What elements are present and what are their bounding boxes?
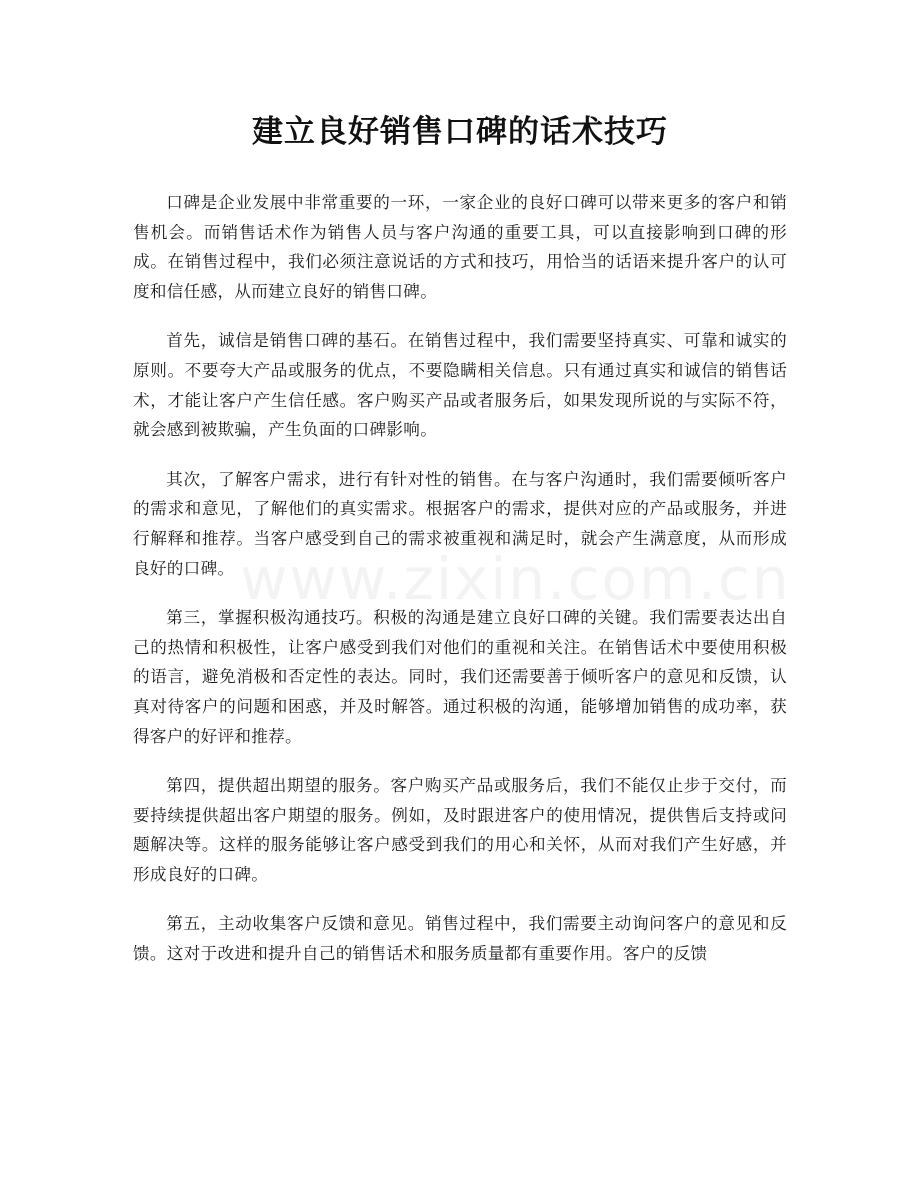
- paragraph-customer-needs: 其次，了解客户需求，进行有针对性的销售。在与客户沟通时，我们需要倾听客户的需求和意见，了解他们的真实需求。根据客户的需求，提供对应的产品或服务，并进行解释和推荐。当客户感受到自己的需求被重视和满足时，就会产生满意度，从而形成良好的口碑。: [133, 469, 787, 578]
- watermark: www.zixin.com.cn: [240, 545, 791, 613]
- paragraph-communication: 第三，掌握积极沟通技巧。积极的沟通是建立良好口碑的关键。我们需要表达出自己的热情和积极性，让客户感受到我们对他们的重视和关注。在销售话术中要使用积极的语言，避免消极和否定性的表达。同时，我们还需要善于倾听客户的意见和反馈，认真对待客户的问题和困惑，并及时解答。通过积极的沟通，能够增加销售的成功率，获得客户的好评和推荐。: [133, 608, 787, 746]
- paragraph-service: 第四，提供超出期望的服务。客户购买产品或服务后，我们不能仅止步于交付，而要持续提供超出客户期望的服务。例如，及时跟进客户的使用情况，提供售后支持或问题解决等。这样的服务能够让客户感受到我们的用心和关怀，从而对我们产生好感，并形成良好的口碑。: [133, 776, 787, 884]
- paragraph-feedback: 第五，主动收集客户反馈和意见。销售过程中，我们需要主动询问客户的意见和反馈。这对于改进和提升自己的销售话术和服务质量都有重要作用。客户的反馈: [133, 914, 787, 964]
- paragraph-honesty: 首先，诚信是销售口碑的基石。在销售过程中，我们需要坚持真实、可靠和诚实的原则。不要夸大产品或服务的优点，不要隐瞒相关信息。只有通过真实和诚信的销售话术，才能让客户产生信任感。客户购买产品或者服务后，如果发现所说的与实际不符，就会感到被欺骗，产生负面的口碑影响。: [133, 331, 787, 440]
- paragraph-intro: 口碑是企业发展中非常重要的一环，一家企业的良好口碑可以带来更多的客户和销售机会。而销售话术作为销售人员与客户沟通的重要工具，可以直接影响到口碑的形成。在销售过程中，我们必须注意说话的方式和技巧，用恰当的话语来提升客户的认可度和信任感，从而建立良好的销售口碑。: [133, 193, 787, 301]
- page-title: 建立良好销售口碑的话术技巧: [252, 114, 668, 150]
- document-body: [133, 188, 787, 969]
